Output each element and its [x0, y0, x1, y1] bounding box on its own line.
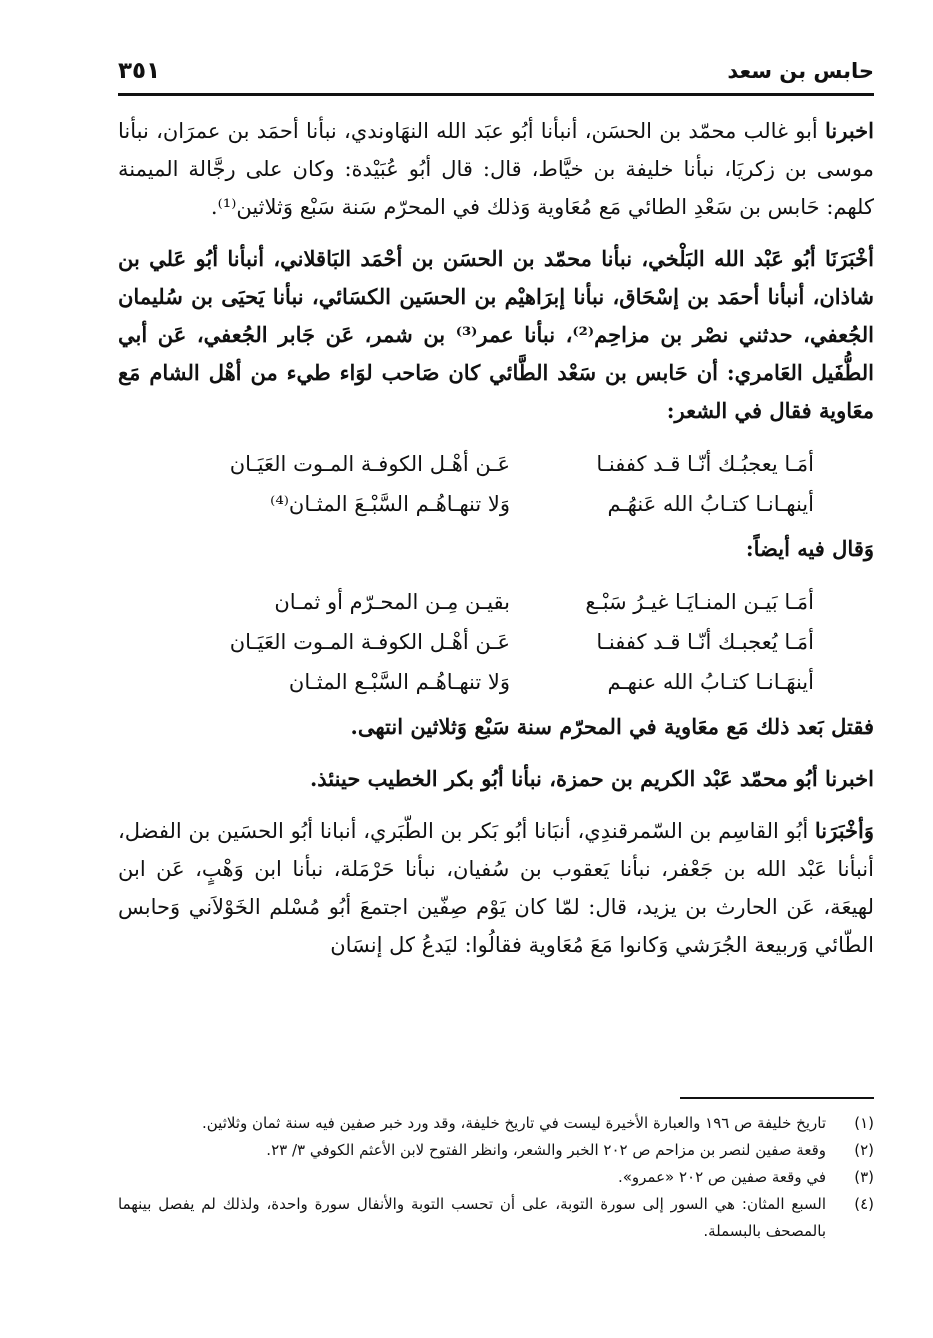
verse	[118, 444, 874, 484]
paragraph-1-text: أبو غالب محمّد بن الحسَن، أنبأنا أبُو عبَد الله النهَاوندي، نبأنا أحمَد بن عمرَان، نبأنا موسى بن زكريَا، نبأنا خليفة بن خيَّاط، قال: قال أبُو عُبَيْدة: وكان على رجَّالة الميمنة كلهم: حَابس بن سَعْدِ الطائي مَع مُعَاوية وَذلك في المحرّم سَنة سَبْع وَثلاثين⁽¹⁾.	[118, 119, 874, 219]
paragraph-4: فقتل بَعد ذلك مَع معَاوية في المحرّم سنة سَبْع وَثلاثين انتهى.	[350, 714, 874, 739]
paragraph-2-text: أبُو عَبْد الله البَلْخي، نبأنا محمّد بن الحسَن بن أحْمَد البَاقلاني، أنبأنا أبُو عَلي بن شاذان، أنبأنا أحمَد بن إسْحَاق، نبأنا إبرَاهيْم بن الحسَين الكسَائي، نبأنا يَحيَى بن سُليمان الجُعفي، حدثني نصْر بن مزاحِم⁽²⁾، نبأنا عمر⁽³⁾ بن شمر، عَن جَابر الجُعفي، عَن أبي الطُّفَيل العَامري: أن حَابس بن سَعْد الطَّائي كان صَاحب لوَاء طيء من أهْل الشام مَع معَاوية فقال في الشعر:	[118, 246, 874, 423]
running-title: حابس بن سعد	[727, 59, 874, 83]
footnote-text: في وقعة صفين ص ٢٠٢ «عمرو».	[617, 1168, 826, 1186]
verse-second-hemistich: عَـن أهْـل الكوفـة المـوت العَيَـان	[229, 630, 510, 654]
paragraph-6	[118, 812, 874, 964]
footnote	[118, 1137, 874, 1164]
paragraph-1	[118, 112, 874, 226]
header-rule	[118, 93, 874, 96]
footnote-rule	[680, 1097, 874, 1099]
paragraph-1-lead: اخبرنا	[825, 118, 874, 143]
footnote-text: السبع المثان: هي السور إلى سورة التوبة، على أن تحسب التوبة والأنفال سورة واحدة، ولذلك لم يفصل بينهما بالمصحف بالبسملة.	[118, 1195, 826, 1240]
verse-first-hemistich: أينهـانـا كتـابُ الله عَنهُـم	[607, 492, 814, 516]
verse-second-hemistich: وَلا تنهـاهُـم السَّبْـع المثـان	[288, 670, 510, 694]
footnote-number: (٤)	[854, 1195, 874, 1213]
page-header	[118, 52, 874, 90]
verse	[118, 484, 874, 524]
footnote-number: (١)	[854, 1114, 874, 1132]
footnote-number: (٣)	[854, 1168, 874, 1186]
verse	[118, 662, 874, 702]
verse-first-hemistich: أمَـا بَيـن المنـايَـا غيـرُ سَبْـع	[585, 590, 814, 614]
verse	[118, 582, 874, 622]
footnote	[118, 1164, 874, 1191]
verse-first-hemistich: أمَـا يعجبُـك أنّـا قـد كففنـا	[596, 452, 814, 476]
paragraph-5-lead: اخبرنا	[825, 766, 874, 791]
poem-2	[118, 582, 874, 702]
verse-first-hemistich: أينهَـانـا كتـابُ الله عنهـم	[607, 670, 814, 694]
footnote	[118, 1191, 874, 1245]
paragraph-6-text: أبُو القاسِم بن السّمرقندِي، أنبَانا أبُو بَكر بن الطّبَري، أنبانا أبُو الحسَين بن الفضل، أنبأنا عَبْد الله بن جَعْفر، نبأنا يَعقوب بن سُفيان، نبأنا حَرْمَلة، نبأنا ابن وَهْبٍ، عَن ابن لهيعَة، عَن الحارث بن يزيد، قال: لمّا كان يَوْم صِفّين اجتمعَ أبُو مُسْلم الخَوْلاَني وَحابس الطّائي وَربيعة الجُرَشي وَكانوا مَعَ مُعَاوية فقالُوا: ليَدعُ كل إنسَان	[118, 819, 874, 957]
paragraph-2-lead: أخْبَرَنَا	[825, 246, 874, 271]
paragraph-5	[118, 760, 874, 798]
verse	[118, 622, 874, 662]
page-number: ٣٥١	[118, 58, 161, 84]
paragraph-3: وَقال فيه أيضاً:	[745, 536, 874, 561]
footnote-text: وقعة صفين لنصر بن مزاحم ص ٢٠٢ الخبر والشعر، وانظر الفتوح لابن الأعثم الكوفي ٣/ ٢٣.	[266, 1141, 826, 1159]
paragraph-6-lead: وَأخْبَرَنا	[814, 818, 874, 843]
poem-1	[118, 444, 874, 524]
footnote	[118, 1110, 874, 1137]
main-text	[118, 112, 874, 978]
verse-second-hemistich: عَـن أهْـل الكوفـة المـوت العَيَـان	[229, 452, 510, 476]
footnotes	[118, 1110, 874, 1245]
paragraph-5-text: أبُو محمّد عَبْد الكريم بن حمزة، نبأنا أبُو بكر الخطيب حينئذ.	[309, 766, 826, 791]
verse-second-hemistich: بقيـن مِـن المحـرّم أو ثمـان	[274, 590, 510, 614]
verse-second-hemistich: وَلا تنهـاهُـم السَّبْـعَ المثـان⁽⁴⁾	[270, 492, 510, 516]
footnote-number: (٢)	[854, 1141, 874, 1159]
verse-first-hemistich: أمَـا يُعجبـك أنّـا قـد كففنـا	[596, 630, 814, 654]
footnote-text: تاريخ خليفة ص ١٩٦ والعبارة الأخيرة ليست في تاريخ خليفة، وقد ورد خبر صفين فيه سنة ثمان وثلاثين.	[201, 1114, 826, 1132]
paragraph-2	[118, 240, 874, 430]
